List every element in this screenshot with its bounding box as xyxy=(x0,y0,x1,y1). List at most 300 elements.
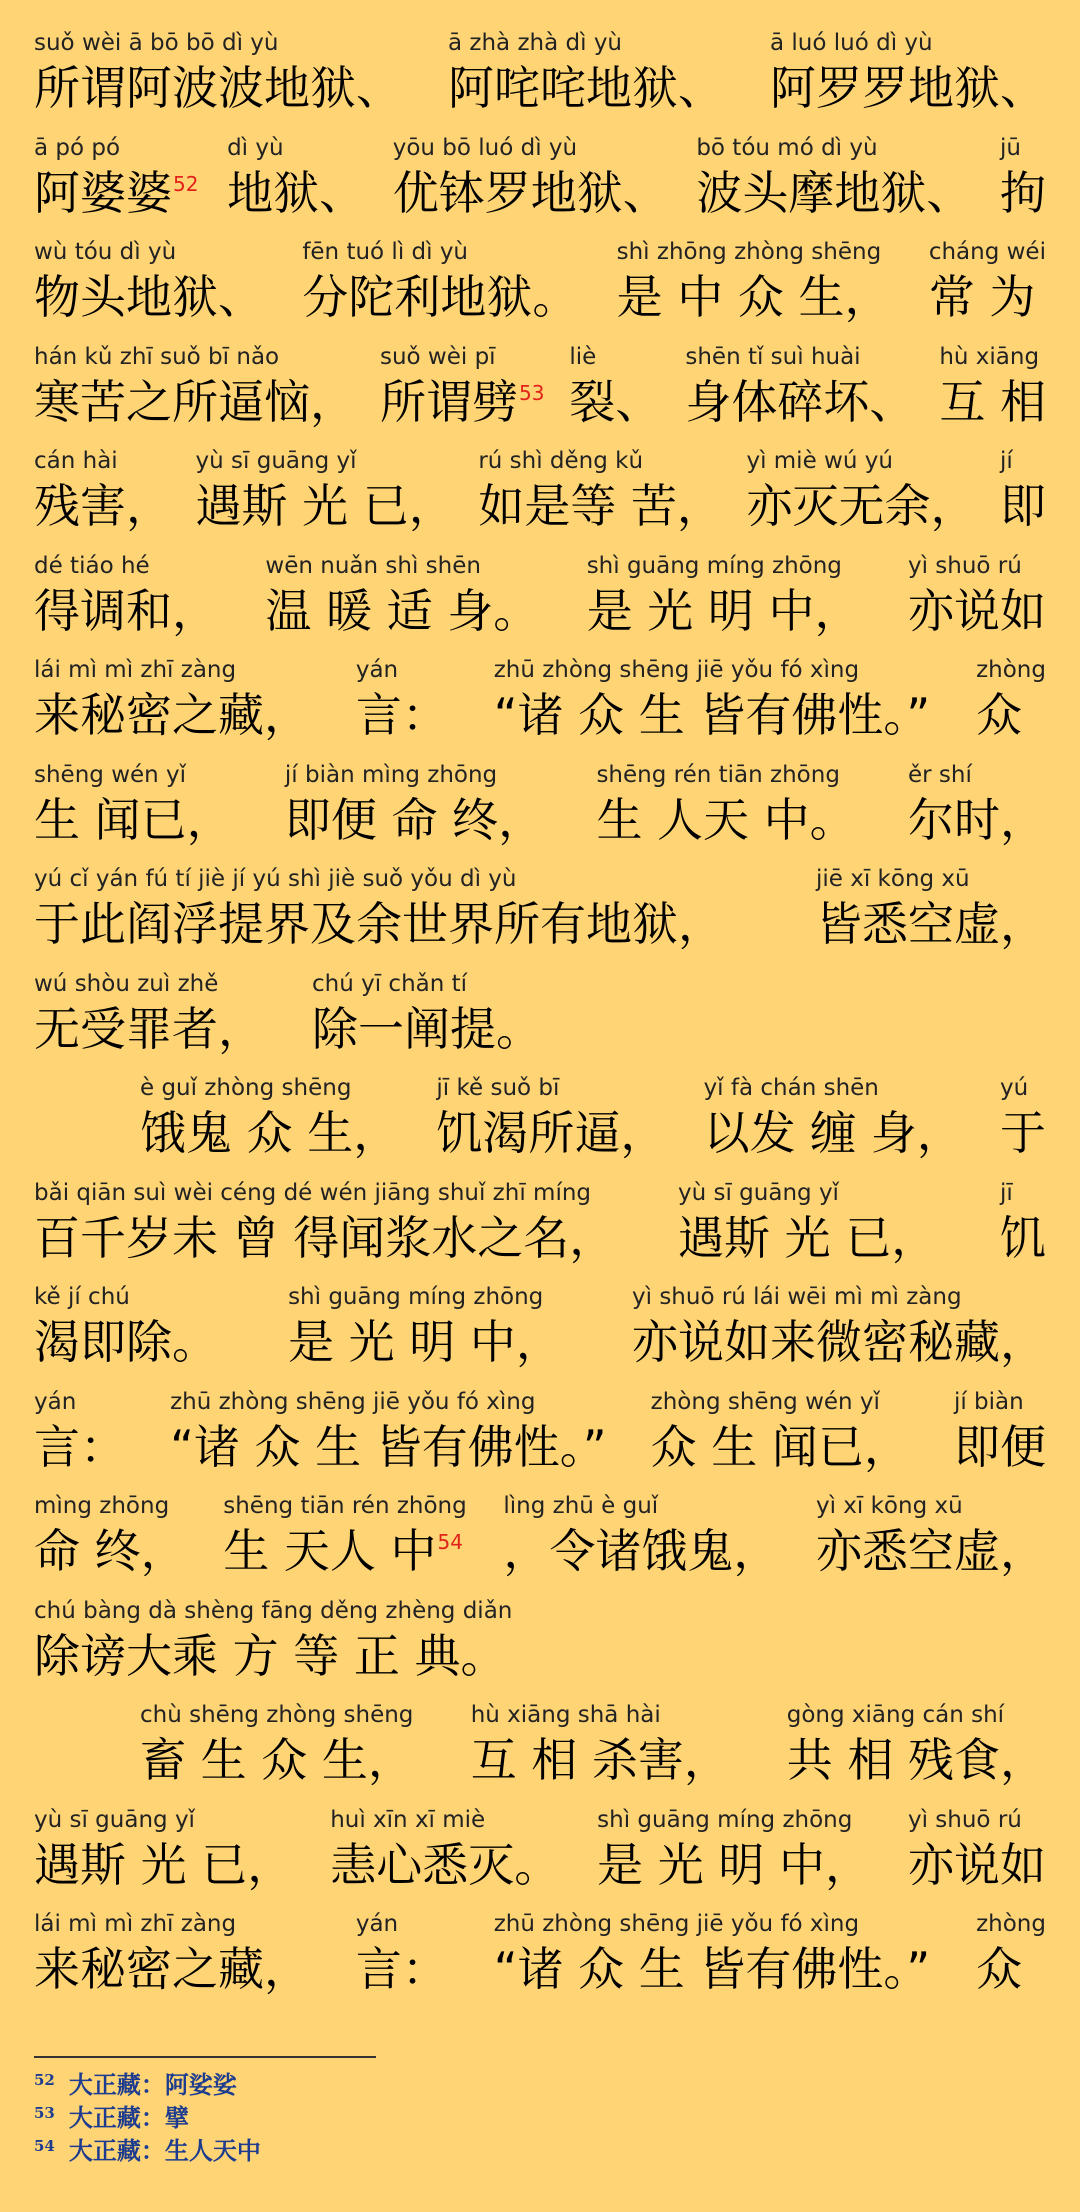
hanzi xyxy=(140,1730,414,1790)
word-group xyxy=(816,864,1046,954)
word-group xyxy=(1000,1073,1046,1163)
pinyin: wù tóu dì yù xyxy=(34,239,191,265)
word-group xyxy=(939,342,1046,432)
word-group xyxy=(34,133,199,223)
pinyin: yù sī guāng yǐ xyxy=(678,1179,839,1206)
hanzi-text: 温 暖 适 身。 xyxy=(265,583,540,638)
pinyin: lái mì mì zhī zàng xyxy=(34,1911,237,1937)
pinyin: ěr shí xyxy=(907,761,972,788)
hanzi-text: 于 xyxy=(999,1106,1046,1160)
hanzi xyxy=(356,1939,448,1999)
hanzi xyxy=(34,1521,187,1581)
hanzi xyxy=(908,1835,1046,1895)
hanzi xyxy=(816,1521,1046,1581)
pinyin: wú shòu zuì zhě xyxy=(34,970,233,997)
hanzi xyxy=(471,1730,730,1790)
pinyin: è guǐ zhòng shēng xyxy=(140,1075,352,1101)
hanzi xyxy=(908,790,1046,850)
hanzi-text: “诸 众 生 皆有佛性。” xyxy=(493,1942,931,1996)
pinyin: gòng xiāng cán shí xyxy=(786,1702,1005,1728)
text-line xyxy=(34,1596,1046,1686)
text-line xyxy=(34,864,1046,954)
hanzi-text: 生 闻已， xyxy=(34,792,233,847)
hanzi-text: 饥 xyxy=(1000,1210,1046,1265)
hanzi-text: 亦说如来微密秘藏， xyxy=(632,1315,1046,1369)
hanzi xyxy=(34,1417,126,1477)
hanzi-text: 裂、 xyxy=(569,374,662,429)
hanzi xyxy=(34,1939,310,1999)
pinyin: dé tiáo hé xyxy=(34,552,150,579)
hanzi-text: 是 光 明 中， xyxy=(586,583,861,638)
word-group xyxy=(1000,133,1046,223)
hanzi-text: “诸 众 生 皆有佛性。” xyxy=(170,1419,607,1474)
hanzi-text: 残害， xyxy=(34,479,172,533)
word-group xyxy=(34,760,233,850)
word-group xyxy=(976,655,1046,745)
pinyin: shì zhōng zhòng shēng xyxy=(616,239,882,265)
pinyin: jiē xī kōng xū xyxy=(816,866,970,892)
hanzi-text: 所谓阿波波地狱、 xyxy=(34,61,402,115)
pinyin: yì xī kōng xū xyxy=(815,1493,963,1519)
hanzi xyxy=(494,1939,931,1999)
text-line xyxy=(34,446,1046,536)
word-group xyxy=(471,1700,730,1790)
hanzi xyxy=(685,372,915,432)
word-group xyxy=(1000,1178,1046,1268)
hanzi xyxy=(34,267,264,327)
hanzi-text: 常 为 xyxy=(928,270,1036,324)
hanzi xyxy=(34,1208,615,1268)
hanzi xyxy=(285,790,544,850)
hanzi-text: 言： xyxy=(355,1942,448,1996)
hanzi-text: 亦说如 xyxy=(907,1837,1046,1892)
hanzi xyxy=(954,1417,1046,1477)
hanzi xyxy=(1000,1208,1046,1268)
pinyin: zhòng xyxy=(976,1911,1046,1937)
text-line xyxy=(34,551,1046,641)
hanzi xyxy=(1000,1103,1046,1163)
hanzi-text: 于此阎浮提界及余世界所有地狱， xyxy=(34,897,724,951)
text-line xyxy=(34,1805,1046,1895)
hanzi-text: 众 生 闻已， xyxy=(650,1419,910,1474)
word-group xyxy=(170,1387,607,1477)
hanzi-text: 即 xyxy=(1000,479,1046,533)
hanzi-text: 饥渴所逼， xyxy=(436,1106,667,1160)
hanzi-text: 生 人天 中。 xyxy=(596,792,856,847)
word-group xyxy=(227,133,365,223)
hanzi-text: 拘 xyxy=(999,165,1046,220)
hanzi-text: 除一阐提。 xyxy=(312,1001,542,1056)
hanzi-text: 遇斯 光 已， xyxy=(195,479,455,533)
hanzi xyxy=(569,372,661,432)
hanzi-text: 饿鬼 众 生， xyxy=(140,1106,400,1160)
word-group xyxy=(1000,446,1046,536)
word-group xyxy=(34,446,172,536)
word-group xyxy=(34,969,264,1059)
footnote-divider xyxy=(34,2056,376,2058)
hanzi xyxy=(34,1626,507,1686)
hanzi xyxy=(494,685,931,745)
word-group xyxy=(34,1282,218,1372)
hanzi xyxy=(478,476,723,536)
hanzi-text: 来秘密之藏， xyxy=(34,1942,310,1996)
word-group xyxy=(34,655,310,745)
word-group xyxy=(223,1491,466,1581)
footnote-marker[interactable]: 52 xyxy=(173,171,199,196)
text-line xyxy=(34,760,1046,850)
pinyin: yù sī guāng yǐ xyxy=(195,448,357,474)
pinyin: chù shēng zhòng shēng xyxy=(140,1702,414,1728)
footnote-text: 大正藏：生人天中 xyxy=(68,2136,261,2165)
pinyin: jī xyxy=(1000,1179,1013,1206)
pinyin: lìng zhū è guǐ xyxy=(503,1493,659,1519)
word-group xyxy=(196,446,455,536)
text-line xyxy=(34,28,1046,118)
footnote-number: 53 xyxy=(34,2104,55,2122)
pinyin: shēng wén yǐ xyxy=(34,761,187,788)
hanzi xyxy=(448,58,724,118)
hanzi xyxy=(678,1208,937,1268)
hanzi-text: 以发 缠 身， xyxy=(703,1106,963,1160)
word-group xyxy=(696,133,972,223)
footnote-item xyxy=(34,2103,189,2133)
pinyin: jū xyxy=(999,134,1021,161)
hanzi xyxy=(196,476,455,536)
hanzi-text: 众 xyxy=(976,1942,1023,1996)
word-group xyxy=(908,760,1046,850)
footnote-item xyxy=(34,2136,261,2166)
hanzi xyxy=(617,267,891,327)
footnote-number: 54 xyxy=(34,2137,55,2155)
word-group xyxy=(787,1700,1046,1790)
hanzi xyxy=(223,1521,464,1581)
word-group xyxy=(288,1282,562,1372)
hanzi-text: 是 光 明 中， xyxy=(597,1837,872,1892)
hanzi xyxy=(140,1103,399,1163)
hanzi-text: 言： xyxy=(355,688,448,742)
hanzi-text: 阿婆婆 xyxy=(34,165,172,220)
hanzi xyxy=(34,685,310,745)
word-group xyxy=(312,969,542,1059)
hanzi xyxy=(302,267,578,327)
pinyin: shì guāng míng zhōng xyxy=(586,552,842,579)
hanzi-text: 亦说如 xyxy=(907,583,1046,638)
word-group xyxy=(140,1700,414,1790)
text-line xyxy=(34,655,1046,745)
pinyin: hán kǔ zhī suǒ bī nǎo xyxy=(34,343,280,370)
hanzi-text: 无受罪者， xyxy=(34,1001,264,1056)
hanzi-text: 恚心悉灭。 xyxy=(330,1837,561,1892)
hanzi xyxy=(632,1312,1046,1372)
hanzi-text: 皆悉空虚， xyxy=(816,897,1046,951)
hanzi-text: ，令诸饿鬼， xyxy=(503,1524,780,1578)
hanzi-text: 生 天人 中 xyxy=(223,1524,437,1578)
pinyin: zhū zhòng shēng jiē yǒu fó xìng xyxy=(493,657,860,683)
word-group xyxy=(356,1909,448,1999)
footnote-marker[interactable]: 54 xyxy=(437,1530,463,1554)
word-group xyxy=(597,1805,871,1895)
pinyin: yú xyxy=(999,1075,1029,1101)
pinyin: hù xiāng shā hài xyxy=(470,1702,661,1728)
hanzi xyxy=(587,581,861,641)
hanzi-text: 地狱、 xyxy=(227,165,366,220)
pinyin: jí xyxy=(1000,448,1013,474)
pinyin: ā zhà zhà dì yù xyxy=(448,30,637,56)
hanzi-text: 互 相 杀害， xyxy=(470,1733,730,1787)
hanzi xyxy=(770,58,1046,118)
pinyin: shēng tiān rén zhōng xyxy=(223,1493,467,1519)
word-group xyxy=(816,1491,1046,1581)
word-group xyxy=(494,655,931,745)
word-group xyxy=(330,1805,560,1895)
pinyin: jī kě suǒ bī xyxy=(436,1075,560,1101)
pinyin: cán hài xyxy=(34,448,118,474)
footnote-number: 52 xyxy=(34,2071,55,2089)
pinyin: yì shuō rú xyxy=(907,552,1022,579)
hanzi xyxy=(393,163,669,223)
hanzi xyxy=(34,1835,293,1895)
text-line xyxy=(34,133,1046,223)
hanzi xyxy=(34,1312,218,1372)
hanzi xyxy=(597,1835,871,1895)
pinyin: yù sī guāng yǐ xyxy=(34,1806,195,1833)
hanzi-text: 物头地狱、 xyxy=(34,270,264,324)
hanzi-text: 是 中 众 生， xyxy=(616,270,891,324)
word-group xyxy=(651,1387,910,1477)
hanzi-text: 是 光 明 中， xyxy=(288,1315,562,1369)
text-line xyxy=(140,1700,1046,1790)
hanzi xyxy=(1000,476,1046,536)
pinyin: dì yù xyxy=(227,134,299,161)
word-group xyxy=(908,551,1046,641)
word-group xyxy=(908,1805,1046,1895)
hanzi-text: 尔时， xyxy=(907,792,1046,847)
pinyin: yú cǐ yán fú tí jiè jí yú shì jiè suǒ yǒu dì yù xyxy=(34,866,517,892)
hanzi xyxy=(34,476,172,536)
pinyin: rú shì děng kǔ xyxy=(478,448,644,474)
pinyin: ā luó luó dì yù xyxy=(770,30,933,56)
hanzi xyxy=(651,1417,910,1477)
pinyin: kě jí chú xyxy=(34,1284,130,1310)
pinyin: chú yī chǎn tí xyxy=(312,970,468,997)
hanzi xyxy=(34,894,724,954)
pinyin: zhòng shēng wén yǐ xyxy=(650,1388,880,1415)
hanzi-text: 命 终， xyxy=(34,1524,187,1578)
pinyin: ā pó pó xyxy=(34,134,121,161)
word-group xyxy=(140,1073,399,1163)
pinyin: jí biàn xyxy=(953,1388,1024,1415)
text-line xyxy=(34,1387,1046,1477)
word-group xyxy=(265,551,539,641)
word-group xyxy=(34,864,724,954)
word-group xyxy=(569,342,661,432)
word-group xyxy=(617,237,891,327)
word-group xyxy=(285,760,544,850)
word-group xyxy=(770,28,1046,118)
text-line xyxy=(34,1282,1046,1372)
hanzi-text: 言： xyxy=(34,1419,126,1474)
text-line xyxy=(34,969,1046,1059)
pinyin: wēn nuǎn shì shēn xyxy=(265,552,481,579)
hanzi xyxy=(34,999,264,1059)
pinyin: yōu bō luó dì yù xyxy=(392,134,578,161)
word-group xyxy=(34,1596,512,1686)
word-group xyxy=(494,1909,931,1999)
hanzi xyxy=(746,476,976,536)
hanzi xyxy=(34,581,218,641)
hanzi-text: 优钵罗地狱、 xyxy=(392,165,669,220)
hanzi xyxy=(380,372,545,432)
pinyin: yán xyxy=(355,657,399,683)
pinyin: jí biàn mìng zhōng xyxy=(284,761,498,788)
word-group xyxy=(34,1805,293,1895)
word-group xyxy=(632,1282,1046,1372)
text-line xyxy=(34,1491,1046,1581)
pinyin: zhòng xyxy=(976,657,1046,683)
hanzi xyxy=(696,163,972,223)
hanzi-text: 亦灭无余， xyxy=(746,479,977,533)
hanzi xyxy=(170,1417,607,1477)
word-group xyxy=(976,1909,1046,1999)
hanzi-text: 互 相 xyxy=(939,374,1046,429)
pinyin: fēn tuó lì dì yù xyxy=(302,239,469,265)
pinyin: yì shuō rú xyxy=(907,1806,1022,1833)
word-group xyxy=(746,446,976,536)
word-group xyxy=(929,237,1046,327)
hanzi-text: 得调和， xyxy=(34,583,218,638)
pinyin: yán xyxy=(34,1388,77,1415)
pinyin: shì guāng míng zhōng xyxy=(288,1284,544,1310)
word-group xyxy=(356,655,448,745)
hanzi-text: 百千岁未 曾 得闻浆水之名， xyxy=(34,1210,616,1265)
word-group xyxy=(393,133,669,223)
hanzi-text: 所谓劈 xyxy=(379,374,518,429)
hanzi xyxy=(34,163,199,223)
text-line xyxy=(34,237,1046,327)
pinyin: shì guāng míng zhōng xyxy=(597,1806,853,1833)
word-group xyxy=(587,551,861,641)
hanzi xyxy=(976,1939,1022,1999)
hanzi-text: 即便 命 终， xyxy=(284,792,545,847)
hanzi xyxy=(704,1103,963,1163)
hanzi-text: 阿咤咤地狱、 xyxy=(448,61,724,115)
hanzi xyxy=(929,267,1036,327)
word-group xyxy=(302,237,578,327)
hanzi xyxy=(436,1103,666,1163)
word-group xyxy=(34,1909,310,1999)
hanzi-text: 众 xyxy=(976,688,1023,742)
hanzi xyxy=(939,372,1046,432)
word-group xyxy=(478,446,723,536)
hanzi-text: 寒苦之所逼恼， xyxy=(34,374,356,429)
pinyin: chú bàng dà shèng fāng děng zhèng diǎn xyxy=(34,1597,513,1624)
hanzi xyxy=(312,999,542,1059)
hanzi-text: 亦悉空虚， xyxy=(815,1524,1046,1578)
hanzi-text: 分陀利地狱。 xyxy=(302,270,579,324)
word-group xyxy=(380,342,545,432)
pinyin: shēng rén tiān zhōng xyxy=(596,761,840,788)
pinyin: zhū zhòng shēng jiē yǒu fó xìng xyxy=(170,1388,536,1415)
hanzi xyxy=(976,685,1022,745)
hanzi-text: 遇斯 光 已， xyxy=(678,1210,938,1265)
hanzi xyxy=(503,1521,779,1581)
word-group xyxy=(34,342,356,432)
pinyin: bǎi qiān suì wèi céng dé wén jiāng shuǐ zhī míng xyxy=(34,1179,592,1206)
hanzi-text: 除谤大乘 方 等 正 典。 xyxy=(34,1628,507,1683)
hanzi-text: 畜 生 众 生， xyxy=(140,1733,414,1787)
hanzi-text: 阿罗罗地狱、 xyxy=(770,61,1046,115)
footnote-text: 大正藏：阿娑娑 xyxy=(68,2070,237,2099)
hanzi xyxy=(34,58,402,118)
hanzi-text: 遇斯 光 已， xyxy=(34,1837,294,1892)
hanzi xyxy=(265,581,539,641)
word-group xyxy=(34,28,402,118)
hanzi-text: 共 相 残食， xyxy=(786,1733,1046,1787)
pinyin: yǐ fà chán shēn xyxy=(703,1075,879,1101)
text-line xyxy=(34,342,1046,432)
hanzi xyxy=(356,685,448,745)
pinyin: zhū zhòng shēng jiē yǒu fó xìng xyxy=(493,1911,860,1937)
pinyin: liè xyxy=(569,343,597,370)
pinyin: cháng wéi xyxy=(928,239,1046,265)
hanzi xyxy=(596,790,855,850)
word-group xyxy=(34,1387,126,1477)
word-group xyxy=(685,342,915,432)
text-line xyxy=(140,1073,1046,1163)
word-group xyxy=(34,237,264,327)
hanzi xyxy=(34,790,233,850)
footnote-text: 大正藏：擘 xyxy=(68,2103,189,2132)
word-group xyxy=(596,760,855,850)
pinyin: huì xīn xī miè xyxy=(330,1806,486,1833)
word-group xyxy=(954,1387,1046,1477)
hanzi-text: 即便 xyxy=(953,1419,1046,1474)
word-group xyxy=(34,551,218,641)
hanzi-text: 如是等 苦， xyxy=(478,479,723,533)
word-group xyxy=(448,28,724,118)
hanzi xyxy=(288,1312,562,1372)
text-line xyxy=(34,1909,1046,1999)
footnote-marker[interactable]: 53 xyxy=(518,380,545,405)
pinyin: yán xyxy=(355,1911,399,1937)
pinyin: yì shuō rú lái wēi mì mì zàng xyxy=(632,1284,962,1310)
word-group xyxy=(34,1178,615,1268)
hanzi xyxy=(34,372,356,432)
hanzi xyxy=(330,1835,560,1895)
hanzi xyxy=(227,163,365,223)
hanzi-text: “诸 众 生 皆有佛性。” xyxy=(493,688,931,742)
pinyin: suǒ wèi pī xyxy=(379,343,496,370)
pinyin: hù xiāng xyxy=(939,343,1040,370)
hanzi-text: 波头摩地狱、 xyxy=(696,165,973,220)
hanzi-text: 来秘密之藏， xyxy=(34,688,310,742)
word-group xyxy=(34,1491,187,1581)
pinyin: mìng zhōng xyxy=(34,1493,170,1519)
pinyin: bō tóu mó dì yù xyxy=(696,134,878,161)
hanzi xyxy=(816,894,1046,954)
word-group xyxy=(704,1073,963,1163)
word-group xyxy=(503,1491,779,1581)
pinyin: shēn tǐ suì huài xyxy=(685,343,861,370)
hanzi xyxy=(1000,163,1046,223)
text-line xyxy=(34,1178,1046,1268)
word-group xyxy=(436,1073,666,1163)
hanzi-text: 身体碎坏、 xyxy=(685,374,916,429)
word-group xyxy=(678,1178,937,1268)
pinyin: suǒ wèi ā bō bō dì yù xyxy=(34,30,294,56)
hanzi xyxy=(787,1730,1046,1790)
pinyin: lái mì mì zhī zàng xyxy=(34,657,237,683)
